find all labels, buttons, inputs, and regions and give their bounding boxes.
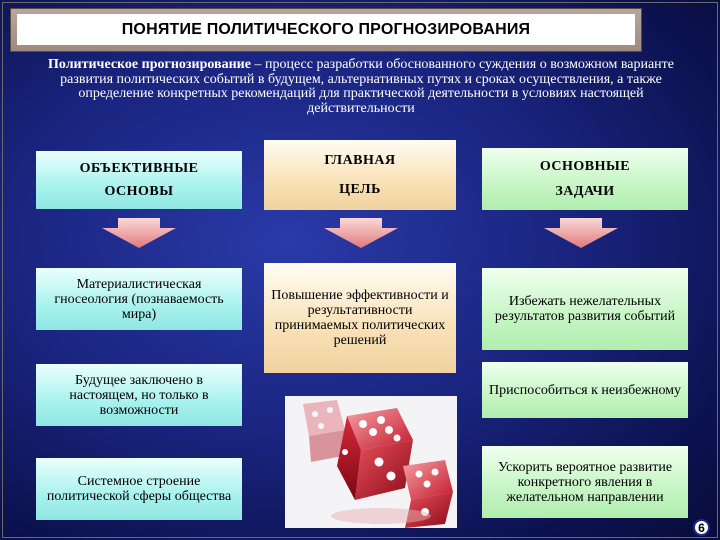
title-bar: [10, 8, 642, 52]
header-objective-bases-line1: ОБЪЕКТИВНЫЕ: [79, 160, 199, 176]
objective-basis-item: Материалистическая гносеология (познаваемость мира): [36, 268, 242, 330]
page-title: ПОНЯТИЕ ПОЛИТИЧЕСКОГО ПРОГНОЗИРОВАНИЯ: [121, 20, 531, 38]
main-task-item: Избежать нежелательных результатов развития событий: [482, 268, 688, 350]
title-panel: [17, 14, 635, 45]
main-goal-item: Повышение эффективности и результативности принимаемых политических решений: [264, 263, 456, 373]
page-number-badge: 6: [693, 519, 710, 536]
objective-basis-item: Будущее заключено в настоящем, но только в возможности: [36, 364, 242, 426]
header-main-tasks-line1: ОСНОВНЫЕ: [539, 158, 631, 174]
red-dice-icon: [285, 396, 457, 528]
header-main-goal-line2: ЦЕЛЬ: [339, 181, 381, 197]
down-arrow-icon: [538, 218, 624, 248]
definition-term: Политическое прогнозирование: [47, 57, 251, 72]
main-task-item: Приспособиться к неизбежному: [482, 362, 688, 418]
down-arrow-icon: [96, 218, 182, 248]
main-task-item: Ускорить вероятное развитие конкретного явления в желательном направлении: [482, 446, 688, 518]
down-arrow-icon: [318, 218, 404, 248]
header-main-tasks-line2: ЗАДАЧИ: [555, 183, 615, 199]
header-main-goal-line1: ГЛАВНАЯ: [324, 152, 396, 168]
definition-text: [30, 58, 692, 116]
objective-basis-item: Системное строение политической сферы общества: [36, 458, 242, 520]
header-objective-bases-line2: ОСНОВЫ: [104, 183, 174, 199]
header-main-goal: [264, 140, 456, 210]
header-main-tasks: [482, 148, 688, 210]
header-objective-bases: [36, 151, 242, 209]
dice-image: [285, 396, 457, 528]
definition-body: – процесс разработки обоснованного суждения о возможном варианте развития политических событий в будущем, альтернативных путях и сроках осуществления, а также определение конкретных рекомендаций для практической деятельности в условиях настоящей действительности: [60, 57, 675, 116]
